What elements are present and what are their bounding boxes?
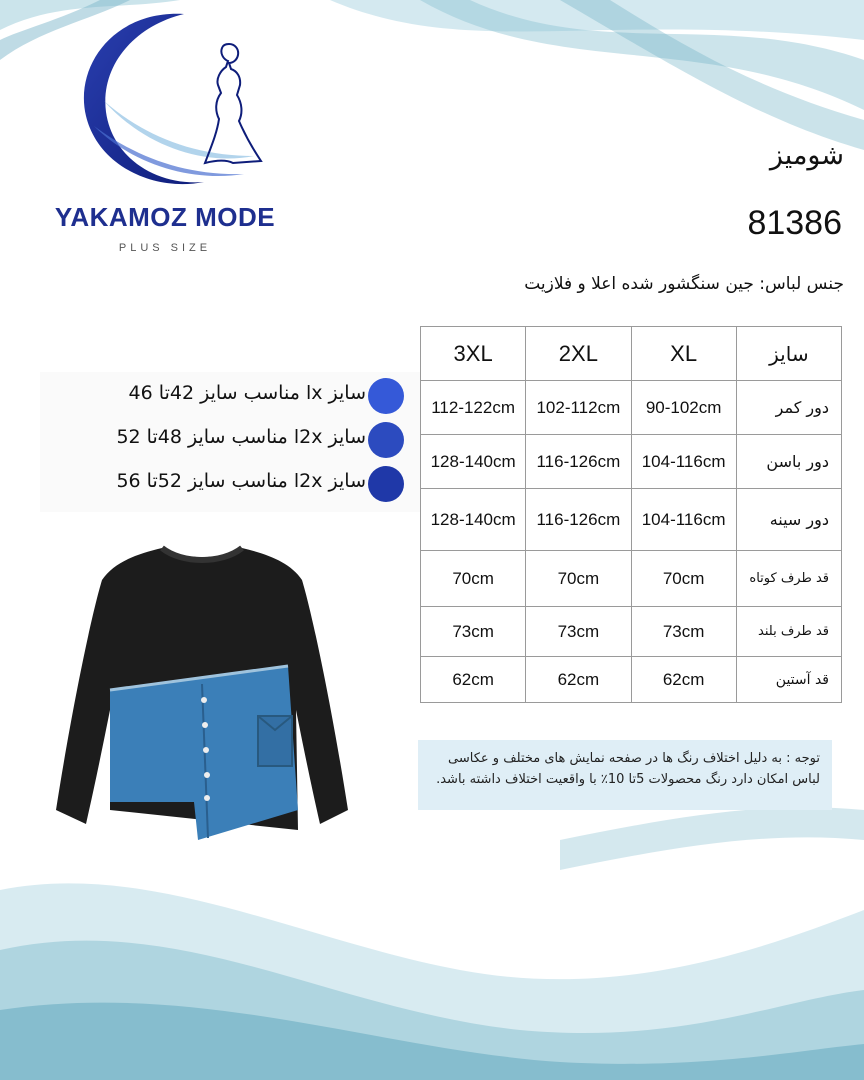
size-guide-item xyxy=(40,464,420,504)
size-guide-list xyxy=(40,372,420,512)
color-swatch xyxy=(368,466,404,502)
cell-3xl: 62cm xyxy=(421,657,526,703)
cell-xl: 104-116cm xyxy=(631,489,736,551)
row-label: دور سینه xyxy=(736,489,841,551)
cell-xl: 62cm xyxy=(631,657,736,703)
color-disclaimer-note: توجه : به دلیل اختلاف رنگ ها در صفحه نمایش های مختلف و عکاسی لباس امکان دارد رنگ محصولات 5تا 10٪ با واقعیت اختلاف داشته باشد. xyxy=(418,740,832,810)
size-guide-text: سایز l2x مناسب سایز 48تا 52 xyxy=(116,426,366,448)
cell-2xl: 62cm xyxy=(526,657,631,703)
garment-image xyxy=(52,540,352,840)
cell-xl: 73cm xyxy=(631,607,736,657)
cell-2xl: 73cm xyxy=(526,607,631,657)
table-row xyxy=(421,657,842,703)
cell-2xl: 102-112cm xyxy=(526,381,631,435)
product-code: 81386 xyxy=(747,204,842,242)
size-guide-item xyxy=(40,376,420,416)
cell-xl: 90-102cm xyxy=(631,381,736,435)
size-guide-text: سایز l2x مناسب سایز 52تا 56 xyxy=(116,470,366,492)
table-row xyxy=(421,551,842,607)
cell-3xl: 112-122cm xyxy=(421,381,526,435)
table-row xyxy=(421,381,842,435)
row-label: قد طرف بلند xyxy=(736,607,841,657)
fabric-description: جنس لباس: جین سنگشور شده اعلا و فلازیت xyxy=(524,274,844,294)
brand-logo xyxy=(40,6,290,256)
size-guide-text: سایز lx مناسب سایز 42تا 46 xyxy=(128,382,366,404)
cell-2xl: 116-126cm xyxy=(526,435,631,489)
color-swatch xyxy=(368,378,404,414)
product-title: شومیز xyxy=(769,140,844,171)
cell-xl: 104-116cm xyxy=(631,435,736,489)
cell-3xl: 128-140cm xyxy=(421,489,526,551)
table-row xyxy=(421,607,842,657)
cell-2xl: 116-126cm xyxy=(526,489,631,551)
header-size-label: سایز xyxy=(736,327,841,381)
header-xl: XL xyxy=(631,327,736,381)
table-row xyxy=(421,489,842,551)
row-label: قد آستین xyxy=(736,657,841,703)
size-table xyxy=(420,326,842,703)
color-swatch xyxy=(368,422,404,458)
cell-3xl: 70cm xyxy=(421,551,526,607)
header-3xl: 3XL xyxy=(421,327,526,381)
row-label: قد طرف کوتاه xyxy=(736,551,841,607)
table-row xyxy=(421,435,842,489)
size-guide-item xyxy=(40,420,420,460)
row-label: دور کمر xyxy=(736,381,841,435)
size-table-header xyxy=(421,327,842,381)
header-2xl: 2XL xyxy=(526,327,631,381)
brand-tagline: PLUS SIZE xyxy=(118,242,212,254)
cell-3xl: 73cm xyxy=(421,607,526,657)
crescent-woman-logo-icon xyxy=(64,6,274,196)
brand-name: YAKAMOZ MODE xyxy=(54,202,276,232)
cell-3xl: 128-140cm xyxy=(421,435,526,489)
bottom-wave-decoration xyxy=(0,800,864,1080)
row-label: دور باسن xyxy=(736,435,841,489)
cell-xl: 70cm xyxy=(631,551,736,607)
cell-2xl: 70cm xyxy=(526,551,631,607)
